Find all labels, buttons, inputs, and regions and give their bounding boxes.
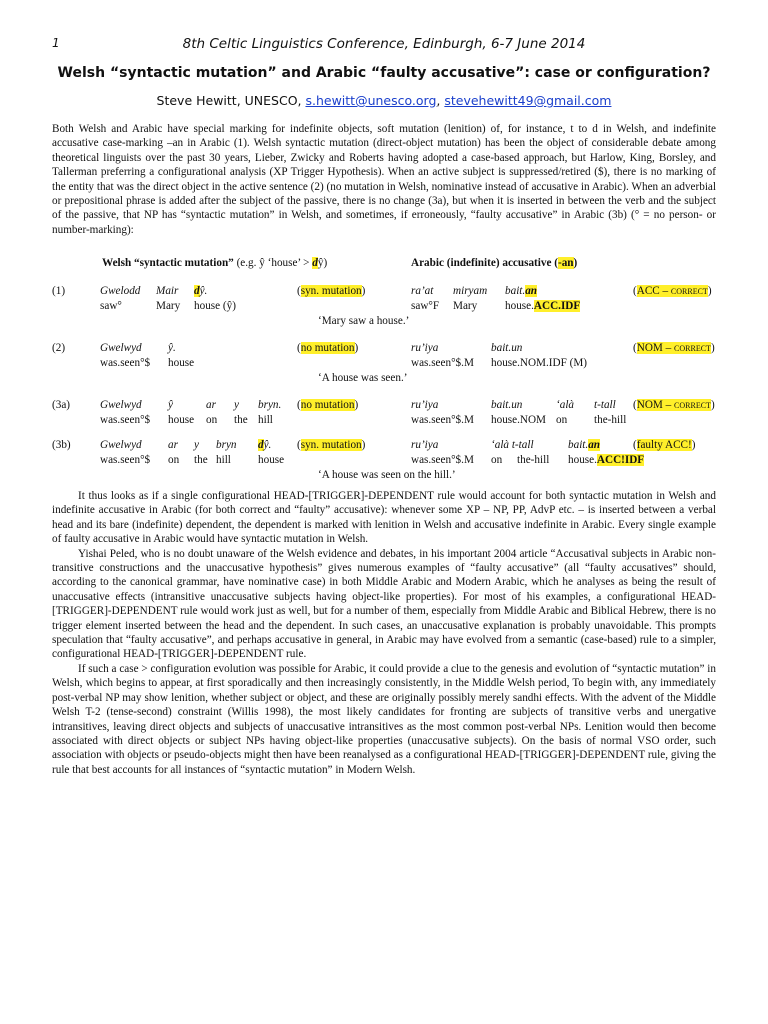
welsh-word: ŷ. <box>168 342 176 354</box>
arabic-gloss: on <box>556 414 568 426</box>
note-highlight: no mutation <box>300 399 355 411</box>
welsh-word: dŷ. <box>194 285 208 297</box>
arabic-gloss: on <box>491 454 503 466</box>
arabic-gloss: was.seen°$.M <box>411 454 474 466</box>
welsh-word: bryn <box>216 439 237 451</box>
welsh-gloss: house <box>168 357 195 369</box>
welsh-gloss: saw° <box>100 300 122 312</box>
paragraph: It thus looks as if a single configurational HEAD-[TRIGGER]-DEPENDENT rule would account for both syntactic mutation in Welsh and indefinite accusative in Arabic (for both correct and “faulty” accusative): whenever some XP – NP, PP, AdvP etc. – is inserted between a verbal head and its bare (indefinite) dependent, the dependent is marked with lenition in Welsh and accusative indefinite in Arabic. Every single example of faulty accusative in Arabic would have syntactic mutation in Welsh. <box>52 490 716 546</box>
welsh-word: y <box>234 399 239 411</box>
welsh-note: (syn. mutation) <box>297 285 366 297</box>
arabic-word: miryam <box>453 285 488 297</box>
welsh-word: ar <box>168 439 178 451</box>
arabic-gloss: house.NOM.IDF (M) <box>491 357 588 369</box>
arabic-header-end: ) <box>573 257 578 269</box>
welsh-gloss: house <box>258 454 285 466</box>
arabic-word: ru’iya <box>411 439 439 451</box>
arabic-gloss: was.seen°$.M <box>411 357 474 369</box>
welsh-gloss: hill <box>216 454 231 466</box>
welsh-gloss: was.seen°$ <box>100 454 151 466</box>
conference-title: 8th Celtic Linguistics Conference, Edinburgh, 6-7 June 2014 <box>182 36 586 52</box>
note-highlight: ACC – correct <box>636 285 708 297</box>
arabic-gloss: was.seen°$.M <box>411 414 474 426</box>
welsh-word: y <box>194 439 199 451</box>
arabic-word: ‘alà <box>556 399 575 411</box>
separator: , <box>436 93 445 108</box>
welsh-header-label: Welsh “syntactic mutation” <box>102 257 234 269</box>
welsh-gloss: on <box>168 454 180 466</box>
arabic-word: bait.un <box>491 399 523 411</box>
welsh-word: dŷ. <box>258 439 272 451</box>
welsh-gloss: the <box>234 414 248 426</box>
arabic-column-header <box>411 257 577 269</box>
arabic-gloss: house.ACC.IDF <box>505 300 581 312</box>
welsh-word: bryn. <box>258 399 282 411</box>
example-number: (2) <box>52 342 66 354</box>
welsh-word: Mair <box>156 285 179 297</box>
welsh-gloss: the <box>194 454 208 466</box>
welsh-gloss: house (ŷ) <box>194 300 236 312</box>
welsh-header-highlight: d <box>312 257 318 269</box>
arabic-gloss: the-hill <box>594 414 627 426</box>
arabic-gloss: saw°F <box>411 300 440 312</box>
note-highlight: no mutation <box>300 342 355 354</box>
welsh-note: (no mutation) <box>297 399 359 411</box>
translation: ‘Mary saw a house.’ <box>318 315 410 327</box>
arabic-note: (ACC – correct) <box>633 285 712 297</box>
arabic-note: (faulty ACC!) <box>633 439 696 451</box>
email-link-unesco[interactable]: s.hewitt@unesco.org <box>305 93 437 108</box>
welsh-column-header <box>102 257 327 269</box>
translation: ‘A house was seen on the hill.’ <box>318 469 456 481</box>
welsh-note: (syn. mutation) <box>297 439 366 451</box>
welsh-gloss: hill <box>258 414 273 426</box>
welsh-gloss: Mary <box>156 300 181 312</box>
intro-paragraph: Both Welsh and Arabic have special marking for indefinite objects, soft mutation (lenition) of, for instance, t to d in Welsh, and indefinite accusative case-marking –an in Arabic (1). Welsh syntactic mutation (direct-object mutation) has been the object of considerable debate among theoretical linguists over the past 30 years, Lieber, Zwicky and Roberts having adopted a case-based approach, but Harlow, King, Borsley, and Tallerman preferring a configurational analysis (XP Trigger Hypothesis). When an active subject is suppressed/retired ($), there is no marking of the entity that was the direct object in the active sentence (2) (no mutation in Welsh, nominative instead of accusative in Arabic). When an adverbial or prepositional phrase is added after the subject of the passive, there is no change (3a), but when it is inserted in between the verb and the subject of the passive, that NP has “syntactic mutation” in Welsh, and sometimes, if erroneously, “faulty accusative” in Arabic (3b) (° = no person- or number-marking): <box>52 123 716 236</box>
author-name: Steve Hewitt, UNESCO, <box>156 93 306 108</box>
note-highlight: NOM – correct <box>636 399 711 411</box>
welsh-word: ar <box>206 399 216 411</box>
author-line <box>40 93 728 108</box>
arabic-word: ru’iya <box>411 399 439 411</box>
arabic-note: (NOM – correct) <box>633 342 715 354</box>
email-link-gmail[interactable]: stevehewitt49@gmail.com <box>444 93 612 108</box>
translation: ‘A house was seen.’ <box>318 372 408 384</box>
arabic-header-label: Arabic (indefinite) accusative ( <box>411 257 558 269</box>
welsh-gloss: was.seen°$ <box>100 357 151 369</box>
welsh-header-example: (e.g. ŷ ‘house’ > <box>233 257 313 269</box>
arabic-word: ra’at <box>411 285 434 297</box>
arabic-gloss: house.ACC!IDF <box>568 454 645 466</box>
arabic-word: bait.an <box>505 285 538 297</box>
arabic-note: (NOM – correct) <box>633 399 715 411</box>
welsh-gloss: house <box>168 414 195 426</box>
discussion <box>52 489 716 777</box>
note-highlight: faulty ACC! <box>636 439 692 451</box>
example-number: (3b) <box>52 439 71 451</box>
note-highlight: NOM – correct <box>636 342 711 354</box>
arabic-gloss: house.NOM <box>491 414 547 426</box>
welsh-word: Gwelwyd <box>100 439 142 451</box>
running-header <box>52 36 716 56</box>
example-number: (3a) <box>52 399 71 411</box>
paragraph: Yishai Peled, who is no doubt unaware of the Welsh evidence and debates, in his important 2004 article “Accusatival subjects in Arabic non-transitive constructions and the unaccusative hypothesis” gives numerous examples of “faulty accusative” (all “faulty accusatives” should, according to the canonical grammar, have nominative case) in both Middle Arabic and Modern Arabic, which he analyses as being the result of unaccusative effects (intransitive unaccusative subjects having object-like properties). For most of his examples, a configurational HEAD-[TRIGGER]-DEPENDENT rule would work just as well, but for a number of them, especially from Middle Arabic and Biblical Hebrew, there is no trigger element inserted between the head and the dependent. In such cases, an unaccusative explanation is probably unavoidable. This prompts speculation that “faulty accusative”, and perhaps accusative in general, in Arabic may have evolved from a semantic (case-based) rule to a simpler, configurational HEAD-[TRIGGER]-DEPENDENT rule. <box>52 547 716 661</box>
arabic-word: ‘alà t-tall <box>491 439 534 451</box>
page-number: 1 <box>52 36 60 50</box>
paragraph: If such a case > configuration evolution was possible for Arabic, it could provide a clue to the genesis and evolution of “syntactic mutation” in Welsh, which begins to appear, at first sporadically and then increasingly consistently, in the Middle Welsh period, To begin with, any immediately post-verbal NP may show lenition, whether subject or object, and these are originally possibly merely sandhi effects. With the advent of the Middle Welsh T-2 (tense-second) constraint (Willis 1998), the most likely candidates for fronting are subjects of transitive verbs and unergative intransitives, leaving direct objects and subjects of unaccusative intransitives as the most common post-verbal NPs. Lenition would then become associated with direct objects or subject NPs having object-like properties (unaccusative subjects). On the basis of normal VSO order, such association with objects or pseudo-objects might then have been reanalysed as a configurational HEAD-[TRIGGER]-DEPENDENT rule, giving the rule that best accounts for all instances of “syntactic mutation” in Modern Welsh. <box>52 662 716 776</box>
note-highlight: syn. mutation <box>300 439 362 451</box>
arabic-word: bait.un <box>491 342 523 354</box>
arabic-word: bait.an <box>568 439 601 451</box>
arabic-gloss: the-hill <box>517 454 550 466</box>
welsh-word: Gwelwyd <box>100 399 142 411</box>
arabic-word: ru’iya <box>411 342 439 354</box>
welsh-gloss: was.seen°$ <box>100 414 151 426</box>
arabic-gloss: Mary <box>453 300 478 312</box>
arabic-word: t-tall <box>594 399 616 411</box>
welsh-header-example-end: ŷ) <box>317 257 328 269</box>
welsh-gloss: on <box>206 414 218 426</box>
arabic-header-highlight: -an <box>557 257 574 269</box>
example-number: (1) <box>52 285 66 297</box>
welsh-word: Gwelwyd <box>100 342 142 354</box>
note-highlight: syn. mutation <box>300 285 362 297</box>
paper-title: Welsh “syntactic mutation” and Arabic “faulty accusative”: case or configuration? <box>57 65 711 81</box>
welsh-word: Gwelodd <box>100 285 141 297</box>
welsh-word: ŷ <box>168 399 173 411</box>
welsh-note: (no mutation) <box>297 342 359 354</box>
